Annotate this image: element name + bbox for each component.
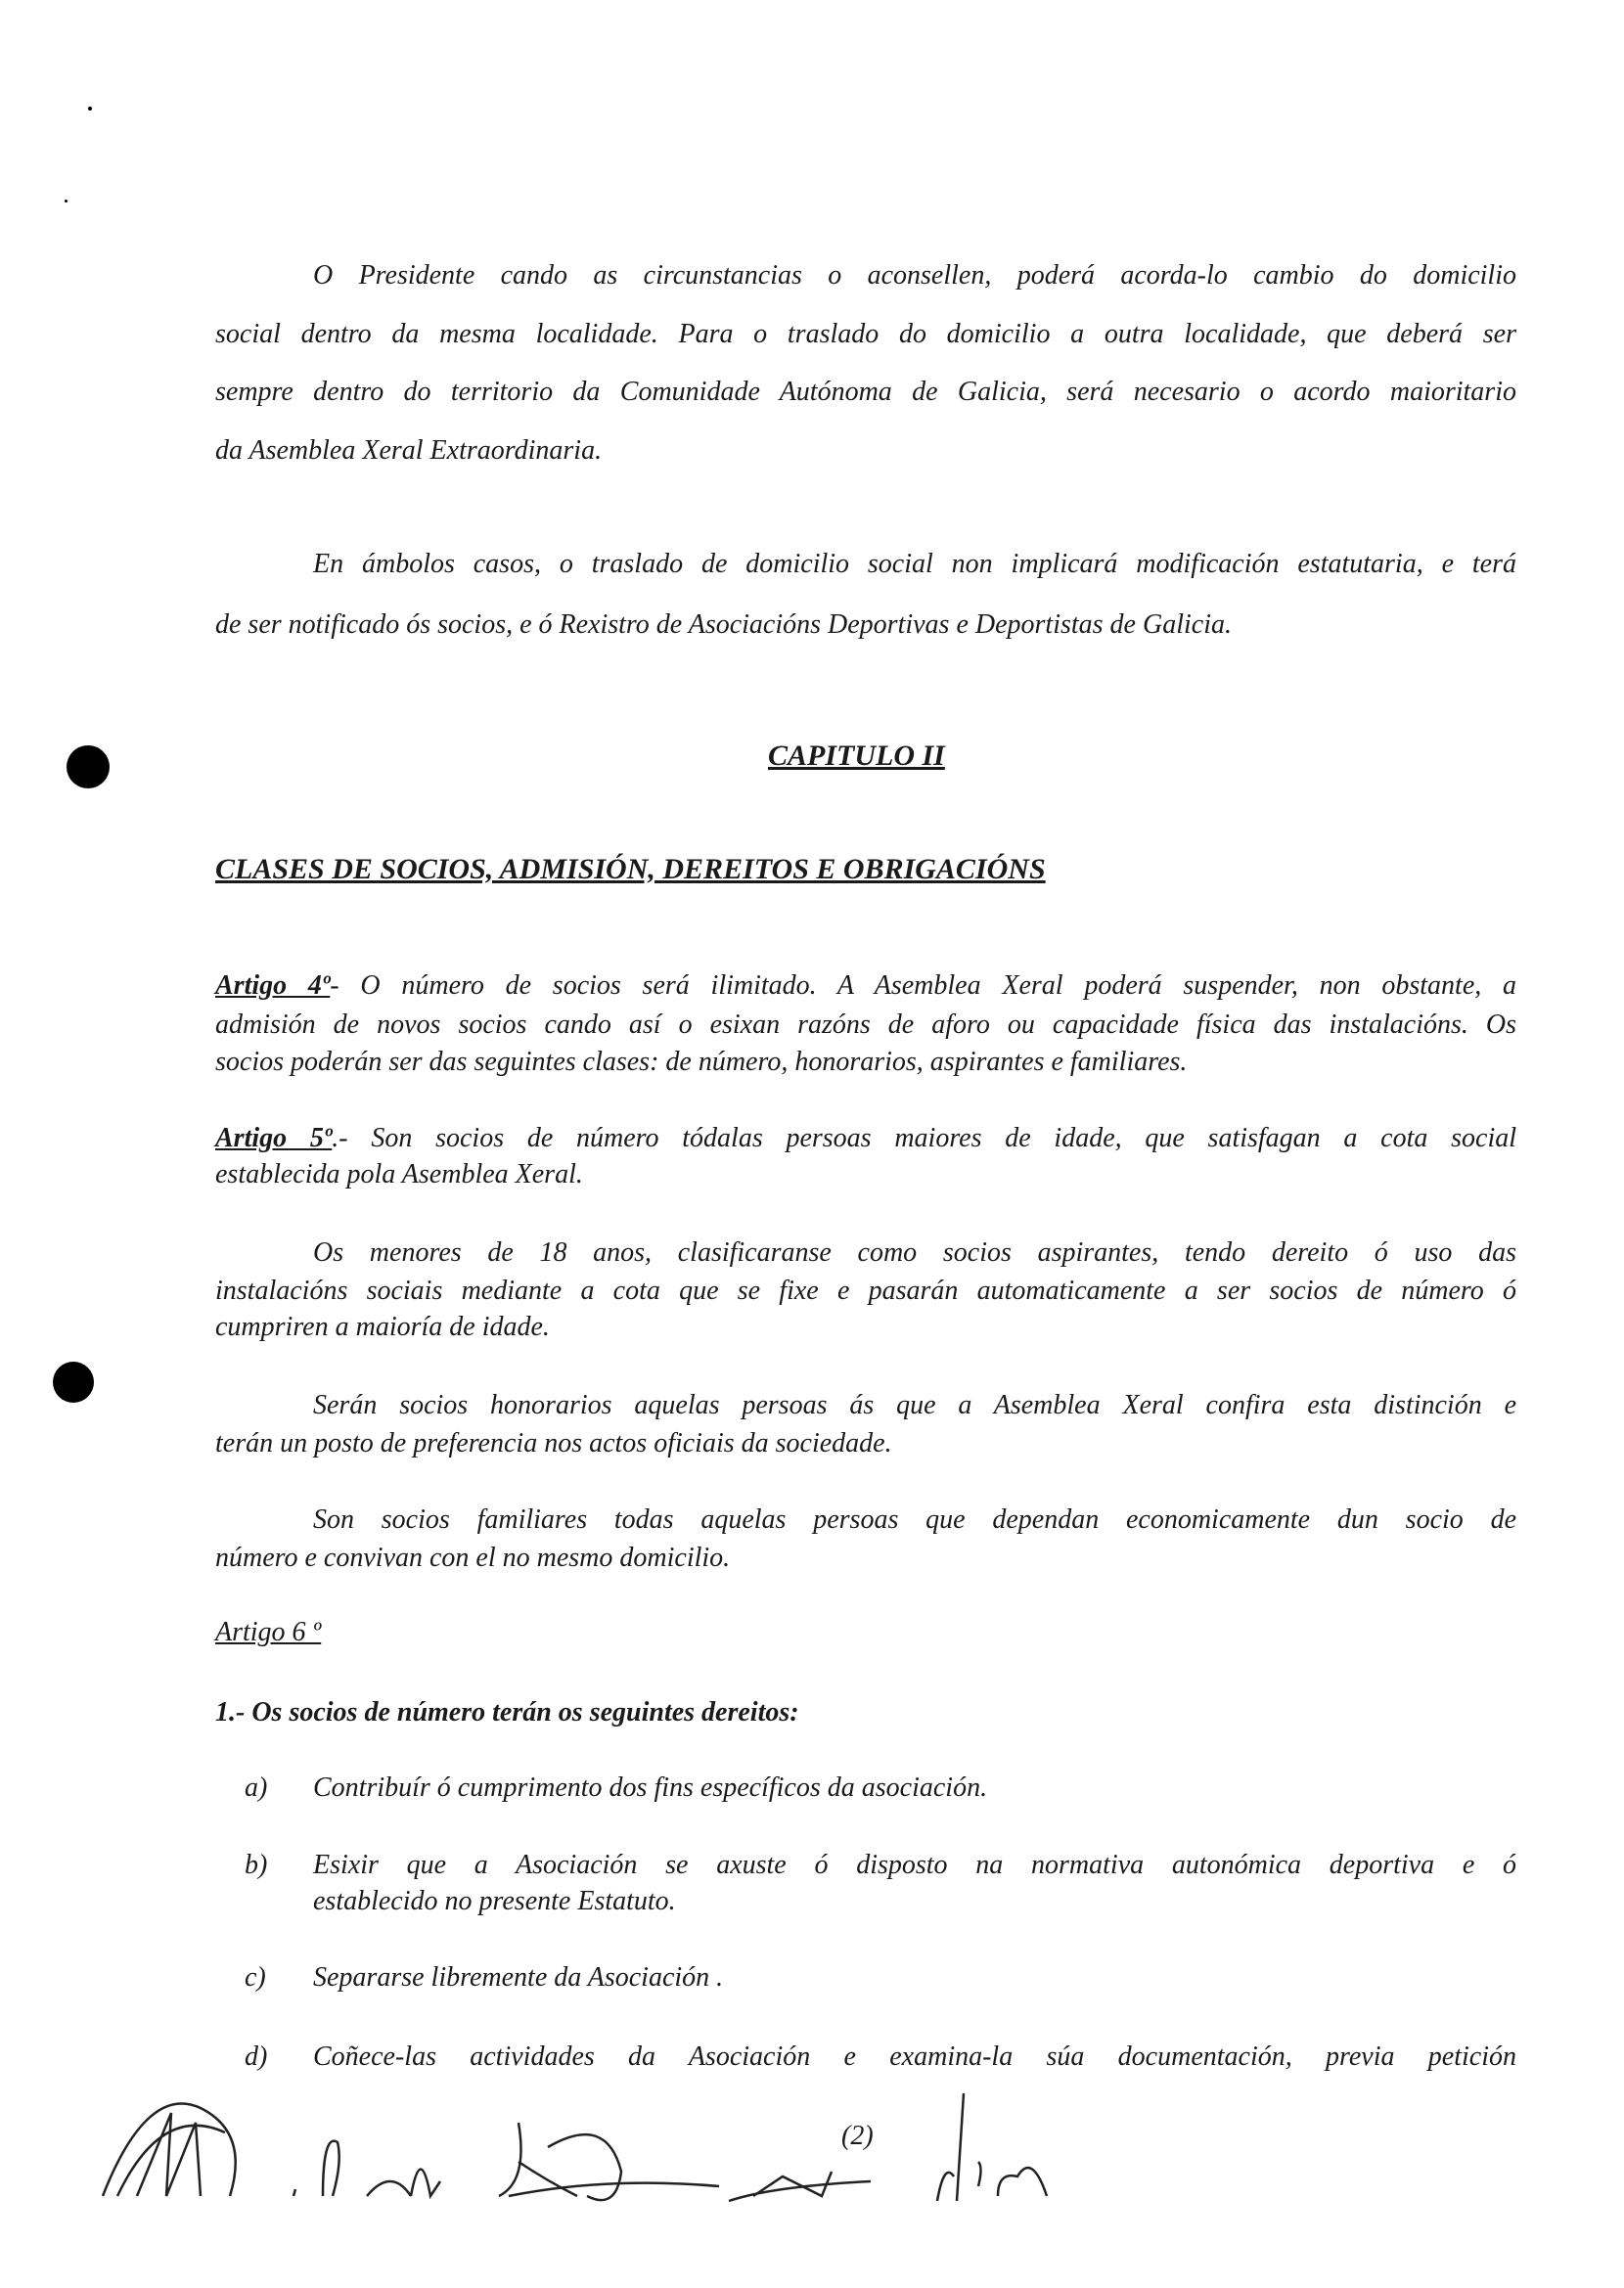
- page-number: (2): [841, 2121, 874, 2151]
- text-line: establecido no presente Estatuto.: [313, 1886, 676, 1916]
- scan-speck: [65, 200, 68, 202]
- signature-1: [103, 2104, 236, 2196]
- item-label: b): [245, 1850, 268, 1880]
- item-label: c): [245, 1962, 266, 1993]
- text-line: de ser notificado ós socios, e ó Rexistro de Asociacións Deportivas e Deportistas de Galicia.: [215, 609, 1232, 640]
- text-line: Serán socios honorarios aquelas persoas ás que a Asemblea Xeral confira esta distinción e: [313, 1390, 1516, 1420]
- text-line: Esixir que a Asociación se axuste ó disposto na normativa autonómica deportiva e ó: [313, 1850, 1516, 1880]
- text-line: establecida pola Asemblea Xeral.: [215, 1159, 583, 1189]
- item-label: d): [245, 2041, 268, 2072]
- signature-5: [937, 2093, 1047, 2201]
- text-line: Artigo 5º.- Son socios de número tódalas persoas maiores de idade, que satisfagan a cota social: [215, 1123, 1517, 1153]
- text-line: cumpriren a maioría de idade.: [215, 1312, 550, 1342]
- text-line: socios poderán ser das seguintes clases: de número, honorarios, aspirantes e familiares.: [215, 1047, 1188, 1077]
- signature-4: [729, 2172, 871, 2201]
- text-line: social dentro da mesma localidade. Para o traslado do domicilio a outra localidade, que deberá ser: [215, 319, 1516, 349]
- article-label: Artigo 4º: [215, 970, 331, 1001]
- binder-hole: [53, 1362, 94, 1403]
- text-line: sempre dentro do territorio da Comunidade Autónoma de Galicia, será necesario o acordo maioritario: [215, 377, 1516, 407]
- signature-3: [499, 2123, 719, 2200]
- binder-hole: [67, 745, 110, 788]
- text-line: Contribuír ó cumprimento dos fins específicos da asociación.: [313, 1772, 988, 1803]
- item-label: a): [245, 1772, 268, 1803]
- section-heading: 1.- Os socios de número terán os seguintes dereitos:: [215, 1697, 799, 1727]
- signatures: [0, 2074, 1624, 2211]
- signature-2: [293, 2141, 440, 2196]
- text-line: En ámbolos casos, o traslado de domicilio social non implicará modificación estatutaria, e terá: [313, 549, 1516, 579]
- scan-speck: [88, 107, 92, 111]
- text-line: terán un posto de preferencia nos actos oficiais da sociedade.: [215, 1428, 892, 1458]
- article-label: Artigo 5º: [215, 1123, 333, 1153]
- text-line: Os menores de 18 anos, clasificaranse como socios aspirantes, tendo dereito ó uso das: [313, 1237, 1516, 1268]
- text-line: admisión de novos socios cando así o esixan razóns de aforo ou capacidade física das instalacións. Os: [215, 1009, 1516, 1040]
- text-line: Coñece-las actividades da Asociación e examina-la súa documentación, previa petición: [313, 2041, 1516, 2072]
- chapter-subtitle: CLASES DE SOCIOS, ADMISIÓN, DEREITOS E OBRIGACIÓNS: [215, 853, 1046, 885]
- text-line: instalacións sociais mediante a cota que se fixe e pasarán automaticamente a ser socios de número ó: [215, 1276, 1516, 1306]
- text-line: Artigo 4º- O número de socios será ilimitado. A Asemblea Xeral poderá suspender, non obstante, a: [215, 970, 1516, 1001]
- text-line: O Presidente cando as circunstancias o aconsellen, poderá acorda-lo cambio do domicilio: [313, 260, 1516, 291]
- text-line: da Asemblea Xeral Extraordinaria.: [215, 435, 603, 466]
- chapter-title: CAPITULO II: [768, 740, 945, 772]
- article-label: Artigo 6 º: [215, 1617, 322, 1647]
- text-line: Son socios familiares todas aquelas persoas que dependan economicamente dun socio de: [313, 1504, 1516, 1535]
- text-line: número e convivan con el no mesmo domicilio.: [215, 1543, 731, 1573]
- text-line: Separarse libremente da Asociación .: [313, 1962, 724, 1993]
